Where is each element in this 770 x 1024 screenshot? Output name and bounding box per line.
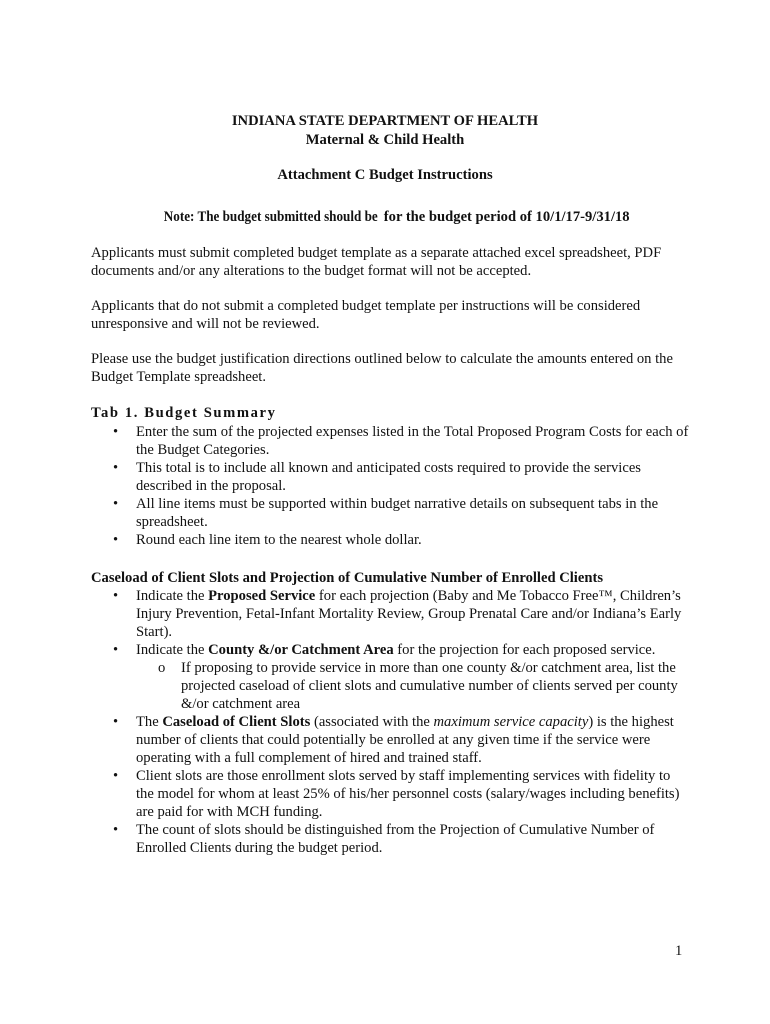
list-item — [91, 713, 691, 767]
caseload-section-title: Caseload of Client Slots and Projection of Cumulative Number of Enrolled Clients — [91, 570, 603, 586]
list-item-text: Enter the sum of the projected expenses listed in the Total Proposed Program Costs for each of the Budget Categories. — [136, 424, 689, 458]
caseload-bullet-list — [91, 587, 691, 857]
list-item — [91, 531, 691, 549]
list-item — [91, 495, 691, 531]
note-prefix: Note: The budget submitted should be — [164, 209, 379, 225]
list-item — [91, 459, 691, 495]
list-item-text: Round each line item to the nearest whole dollar. — [136, 532, 422, 548]
caseload-slots-term: Caseload of Client Slots — [162, 714, 311, 730]
list-item — [91, 641, 691, 713]
note-suffix: for the budget period of 10/1/17-9/31/18 — [383, 209, 630, 225]
bullet-icon: • — [113, 822, 119, 838]
county-sublist — [136, 659, 691, 713]
bullet-icon: • — [113, 496, 119, 512]
text-run: Indicate the — [136, 588, 209, 604]
paragraph-justification: Please use the budget justification directions outlined below to calculate the amounts entered on the Budget Template spreadsheet. — [91, 351, 673, 385]
bullet-icon: • — [113, 768, 119, 784]
circle-bullet-icon: o — [158, 660, 166, 676]
text-run: ) is the highest number of clients that could potentially be enrolled at any given time if the service were operating with a full complement of hired and trained staff. — [136, 714, 674, 766]
text-run: for the projection for each proposed service. — [393, 642, 656, 658]
text-run: (associated with the — [310, 714, 434, 730]
paragraph-submission: Applicants must submit completed budget template as a separate attached excel spreadsheet, PDF documents and/or any alterations to the budget format will not be accepted. — [91, 245, 662, 279]
page-number: 1 — [675, 943, 683, 959]
paragraph-unresponsive: Applicants that do not submit a completed budget template per instructions will be considered unresponsive and will not be reviewed. — [91, 298, 641, 332]
list-item-text: The count of slots should be distinguished from the Projection of Cumulative Number of Enrolled Clients during the budget period. — [136, 822, 655, 856]
text-run: Indicate the — [136, 642, 209, 658]
department-heading: INDIANA STATE DEPARTMENT OF HEALTH — [231, 113, 539, 129]
budget-period-note — [0, 208, 770, 227]
list-item-text: Client slots are those enrollment slots served by staff implementing services with fidelity to the model for whom at least 25% of his/her personnel costs (salary/wages including benefits) are paid for with MCH funding. — [136, 768, 680, 820]
bullet-icon: • — [113, 714, 119, 730]
sublist-item — [136, 659, 691, 713]
bullet-icon: • — [113, 424, 119, 440]
tab1-section-title: Tab 1. Budget Summary — [91, 405, 277, 421]
tab1-bullet-list — [91, 423, 691, 549]
list-item-text: All line items must be supported within budget narrative details on subsequent tabs in the spreadsheet. — [136, 496, 659, 530]
list-item — [91, 821, 691, 857]
county-catchment-term: County &/or Catchment Area — [208, 642, 394, 658]
text-run: for each projection (Baby and Me Tobacco Free™, Children’s Injury Prevention, Fetal-Infant Mortality Review, Group Prenatal Care and/or Indiana’s Early Start). — [136, 588, 682, 640]
document-title: Attachment C Budget Instructions — [277, 167, 493, 183]
sublist-item-text: If proposing to provide service in more than one county &/or catchment area, list the projected caseload of client slots and cumulative number of clients served per county &/or catchment area — [181, 660, 678, 712]
list-item — [91, 587, 691, 641]
list-item — [91, 423, 691, 459]
list-item — [91, 767, 691, 821]
bullet-icon: • — [113, 642, 119, 658]
proposed-service-term: Proposed Service — [208, 588, 316, 604]
list-item-text: This total is to include all known and anticipated costs required to provide the services described in the proposal. — [136, 460, 641, 494]
bullet-icon: • — [113, 460, 119, 476]
bullet-icon: • — [113, 588, 119, 604]
text-run: The — [136, 714, 163, 730]
division-heading: Maternal & Child Health — [305, 132, 465, 148]
max-capacity-term: maximum service capacity — [433, 714, 589, 730]
bullet-icon: • — [113, 532, 119, 548]
